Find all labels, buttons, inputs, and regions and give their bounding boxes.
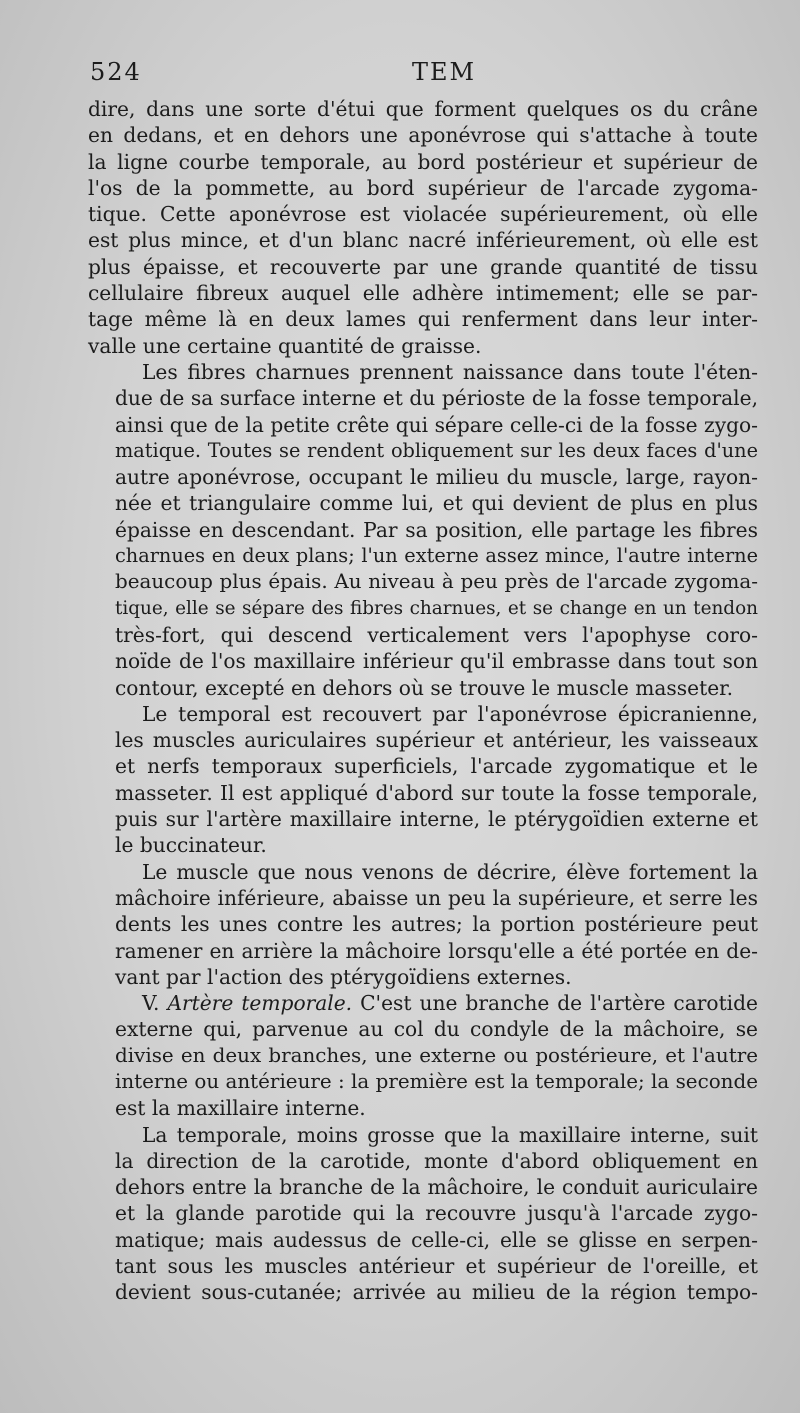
text-line: masseter. Il est appliqué d'abord sur toute la fosse temporale, xyxy=(115,780,758,805)
text-line: ramener en arrière la mâchoire lorsqu'elle a été portée en de- xyxy=(115,938,758,963)
text-line: matique; mais audessus de celle-ci, elle se glisse en serpen- xyxy=(115,1227,758,1252)
text-line: mâchoire inférieure, abaisse un peu la supérieure, et serre les xyxy=(115,885,758,910)
section-heading-line xyxy=(88,990,758,1016)
text-line: puis sur l'artère maxillaire interne, le ptérygoïdien externe et xyxy=(115,807,758,832)
text-line: tant sous les muscles antérieur et supérieur de l'oreille, et xyxy=(115,1254,758,1279)
text-line: née et triangulaire comme lui, et qui devient de plus en plus xyxy=(115,491,758,516)
paragraph xyxy=(88,859,758,990)
text-line: Le muscle que nous venons de décrire, élève fortement la xyxy=(142,859,758,884)
text-line: épaisse en descendant. Par sa position, elle partage les fibres xyxy=(115,517,758,542)
text-line: dents les unes contre les autres; la portion postérieure peut xyxy=(115,912,758,937)
text-line: tique, elle se sépare des fibres charnues, et se change en un tendon xyxy=(115,597,758,619)
text-line: externe qui, parvenue au col du condyle de la mâchoire, se xyxy=(115,1017,758,1042)
page-number: 524 xyxy=(90,58,142,86)
section-number: V. xyxy=(142,991,160,1016)
text-line: est la maxillaire interne. xyxy=(115,1096,366,1121)
text-line: cellulaire fibreux auquel elle adhère intimement; elle se par- xyxy=(88,281,758,306)
text-line: tage même là en deux lames qui renferment dans leur inter- xyxy=(88,307,758,332)
text-line: matique. Toutes se rendent obliquement sur les deux faces d'une xyxy=(115,438,758,462)
paragraph xyxy=(88,359,758,701)
page-header xyxy=(90,58,758,88)
text-line: et nerfs temporaux superficiels, l'arcade zygomatique et le xyxy=(115,754,758,779)
text-line: est plus mince, et d'un blanc nacré inférieurement, où elle est xyxy=(88,228,758,253)
text-line: Les fibres charnues prennent naissance dans toute l'éten- xyxy=(142,359,758,384)
text-line: autre aponévrose, occupant le milieu du muscle, large, rayon- xyxy=(115,465,758,490)
text-line: l'os de la pommette, au bord supérieur de l'arcade zygoma- xyxy=(88,175,758,200)
text-line: et la glande parotide qui la recouvre jusqu'à l'arcade zygo- xyxy=(115,1201,758,1226)
body-text xyxy=(88,96,758,1306)
text-line: les muscles auriculaires supérieur et antérieur, les vaisseaux xyxy=(115,728,758,753)
text-line: vant par l'action des ptérygoïdiens externes. xyxy=(115,964,572,989)
paragraph xyxy=(88,990,758,1121)
text-line: C'est une branche de l'artère carotide xyxy=(360,991,759,1016)
running-head: TEM xyxy=(411,58,477,86)
text-line: la ligne courbe temporale, au bord postérieur et supérieur de xyxy=(88,149,758,174)
text-line: valle une certaine quantité de graisse. xyxy=(88,333,482,358)
text-line: charnues en deux plans; l'un externe assez mince, l'autre interne xyxy=(115,544,758,568)
section-title: Artère temporale. xyxy=(167,991,353,1016)
text-line: beaucoup plus épais. Au niveau à peu près de l'arcade zygoma- xyxy=(115,570,758,594)
text-line: plus épaisse, et recouverte par une grande quantité de tissu xyxy=(88,254,758,279)
text-line: la direction de la carotide, monte d'abord obliquement en xyxy=(115,1148,758,1173)
text-line: contour, excepté en dehors où se trouve le muscle masseter. xyxy=(115,675,733,700)
text-line: devient sous-cutanée; arrivée au milieu de la région tempo- xyxy=(115,1280,758,1305)
paragraph xyxy=(88,96,758,359)
paragraph xyxy=(88,1122,758,1306)
text-line: dehors entre la branche de la mâchoire, le conduit auriculaire xyxy=(115,1175,758,1200)
paragraph xyxy=(88,701,758,859)
text-line: ainsi que de la petite crête qui sépare celle-ci de la fosse zygo- xyxy=(115,412,758,437)
text-line: en dedans, et en dehors une aponévrose qui s'attache à toute xyxy=(88,123,758,148)
text-line: La temporale, moins grosse que la maxillaire interne, suit xyxy=(142,1122,758,1147)
text-line: tique. Cette aponévrose est violacée supérieurement, où elle xyxy=(88,202,758,227)
text-line: interne ou antérieure : la première est la temporale; la seconde xyxy=(115,1069,758,1093)
text-line: due de sa surface interne et du périoste de la fosse temporale, xyxy=(115,386,758,411)
text-line: noïde de l'os maxillaire inférieur qu'il embrasse dans tout son xyxy=(115,649,758,674)
text-line: Le temporal est recouvert par l'aponévrose épicranienne, xyxy=(142,701,758,726)
text-line: le buccinateur. xyxy=(115,833,267,858)
text-line: divise en deux branches, une externe ou postérieure, et l'autre xyxy=(115,1043,758,1067)
text-line: très-fort, qui descend verticalement vers l'apophyse coro- xyxy=(115,622,758,647)
text-line: dire, dans une sorte d'étui que forment quelques os du crâne xyxy=(88,97,758,121)
